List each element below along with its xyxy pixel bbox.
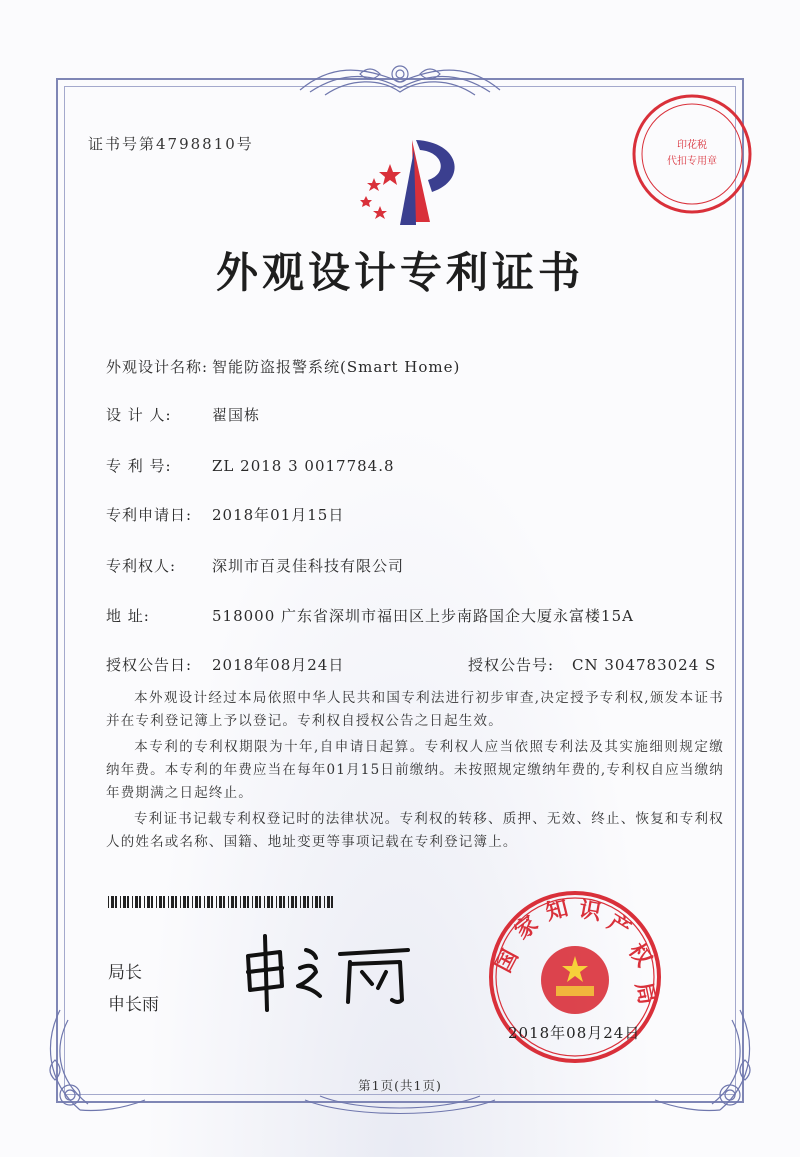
barcode-bar (135, 896, 138, 908)
tax-seal-icon (628, 90, 756, 218)
barcode-bar (271, 896, 273, 908)
barcode-bar (276, 896, 277, 908)
barcode-bar (252, 896, 253, 908)
barcode-bar (231, 896, 234, 908)
design-name-row (106, 356, 460, 377)
barcode-bar (192, 896, 193, 908)
barcode-bar (327, 896, 330, 908)
svg-text:局: 局 (630, 980, 660, 1007)
svg-text:识: 识 (576, 897, 603, 926)
design-name-value: 智能防盗报警系统(Smart Home) (212, 358, 461, 376)
barcode-bar (228, 896, 229, 908)
designer-label: 设 计 人: (106, 406, 172, 424)
address-value: 518000 广东省深圳市福田区上步南路国企大厦永富楼15A (212, 607, 634, 625)
barcode-bar (204, 896, 205, 908)
barcode-bar (267, 896, 270, 908)
barcode-bar (240, 896, 241, 908)
paragraph-legal-status-text: 专利证书记载专利权登记时的法律状况。专利权的转移、质押、无效、终止、恢复和专利权人的姓名或名称、国籍、地址变更等事项记载在专利登记簿上。 (106, 811, 724, 850)
barcode-bar (123, 896, 126, 908)
director-name: 申长雨 (108, 995, 159, 1015)
barcode-bar (183, 896, 186, 908)
certificate-title: 外观设计专利证书 (215, 248, 584, 297)
barcode-bar (195, 896, 198, 908)
barcode-bar (223, 896, 225, 908)
barcode-bar (295, 896, 297, 908)
barcode-bar (156, 896, 157, 908)
paragraph-term-text: 本专利的专利权期限为十年,自申请日起算。专利权人应当依照专利法及其实施细则规定缴纳年费。本专利的年费应当在每年01月15日前缴纳。未按照规定缴纳年费的,专利权自应当缴纳年费期满之日起终止。 (106, 739, 724, 801)
patent-number-value: ZL 2018 3 0017784.8 (212, 457, 395, 475)
svg-text:国: 国 (491, 945, 524, 977)
barcode-bar (199, 896, 201, 908)
barcode-bar (120, 896, 121, 908)
top-ornament-icon (290, 60, 510, 102)
issue-date: 2018年08月24日 (508, 1024, 641, 1042)
barcode-bar (168, 896, 169, 908)
paragraph-grant (106, 687, 724, 733)
bottom-left-ornament-icon (40, 1000, 150, 1120)
barcode-bar (288, 896, 289, 908)
barcode-bar (147, 896, 150, 908)
bottom-center-ornament-icon (300, 1090, 500, 1120)
announce-date-label: 授权公告日: (106, 656, 193, 674)
barcode-bar (207, 896, 210, 908)
barcode-bar (127, 896, 129, 908)
director-title: 局长 (108, 963, 142, 983)
filing-date-row (106, 504, 344, 525)
patent-holder-label: 专利权人: (106, 557, 177, 575)
announce-number-value: CN 304783024 S (572, 656, 717, 674)
barcode-bar (235, 896, 237, 908)
bottom-right-ornament-icon (650, 1000, 760, 1120)
barcode-bar (319, 896, 321, 908)
design-name-label: 外观设计名称: (106, 358, 209, 376)
announce-date-row (106, 654, 344, 675)
svg-text:知: 知 (543, 896, 571, 926)
director-signature-icon (240, 928, 420, 1013)
paragraph-term (106, 736, 724, 805)
barcode-bar (216, 896, 217, 908)
barcode-bar (144, 896, 145, 908)
announce-number-label: 授权公告号: (468, 656, 555, 674)
barcode-bar (115, 896, 117, 908)
barcode-bar (180, 896, 181, 908)
barcode-bar (312, 896, 313, 908)
barcode-bar (283, 896, 285, 908)
barcode-bar (324, 896, 325, 908)
svg-text:产: 产 (602, 909, 635, 943)
designer-row (106, 404, 260, 425)
patent-holder-row (106, 555, 404, 576)
certificate-number: 证书号第4798810号 (88, 135, 254, 153)
patent-holder-value: 深圳市百灵佳科技有限公司 (212, 557, 405, 575)
barcode-bar (187, 896, 189, 908)
barcode-bar (279, 896, 282, 908)
designer-value: 翟国栋 (212, 406, 261, 424)
patent-number-label: 专 利 号: (106, 457, 172, 475)
paragraph-grant-text: 本外观设计经过本局依照中华人民共和国专利法进行初步审查,决定授予专利权,颁发本证书并在专利登记簿上予以登记。专利权自授权公告之日起生效。 (106, 690, 724, 729)
svg-text:家: 家 (510, 911, 544, 945)
announce-date-value: 2018年08月24日 (212, 656, 345, 674)
barcode-bar (247, 896, 249, 908)
barcode-bar (243, 896, 246, 908)
cnipa-logo-icon (340, 130, 480, 230)
barcode-bar (139, 896, 141, 908)
barcode-bar (264, 896, 265, 908)
svg-text:权: 权 (623, 939, 657, 972)
svg-text:代扣专用章: 代扣专用章 (667, 156, 717, 167)
svg-text:印花税: 印花税 (677, 140, 707, 151)
barcode-bar (151, 896, 153, 908)
barcode-bar (303, 896, 306, 908)
barcode-bar (111, 896, 114, 908)
barcode-bar (175, 896, 177, 908)
announce-number-row (468, 654, 716, 675)
barcode-bar (315, 896, 318, 908)
barcode-bar (219, 896, 222, 908)
filing-date-label: 专利申请日: (106, 506, 193, 524)
barcode-bar (331, 896, 333, 908)
page-number: 第1页(共1页) (358, 1078, 442, 1093)
address-row (106, 605, 634, 626)
barcode-bar (159, 896, 162, 908)
barcode-bar (255, 896, 258, 908)
barcode-icon (108, 896, 336, 908)
barcode-bar (259, 896, 261, 908)
barcode-bar (163, 896, 165, 908)
barcode-bar (300, 896, 301, 908)
barcode-bar (171, 896, 174, 908)
paragraph-legal-status (106, 808, 724, 854)
filing-date-value: 2018年01月15日 (212, 506, 345, 524)
barcode-bar (108, 896, 109, 908)
barcode-bar (211, 896, 213, 908)
barcode-bar (132, 896, 133, 908)
barcode-bar (307, 896, 309, 908)
patent-number-row (106, 455, 395, 476)
barcode-bar (291, 896, 294, 908)
address-label: 地 址: (106, 607, 150, 625)
